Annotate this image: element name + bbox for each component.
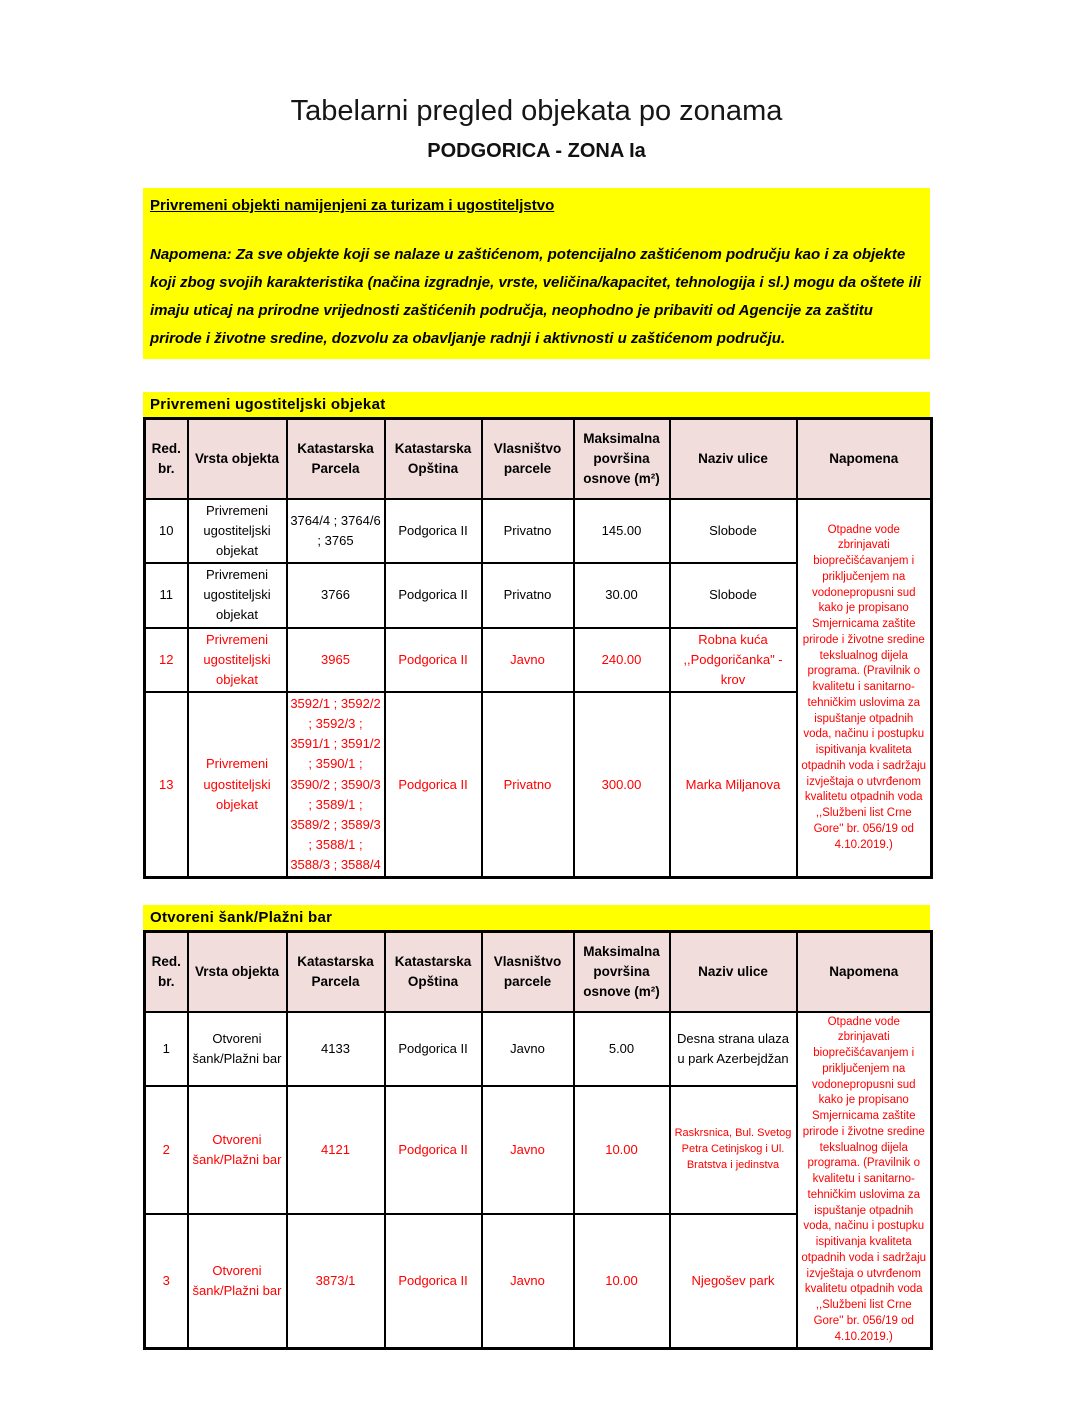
column-header-napomena: Napomena bbox=[797, 419, 932, 499]
cell-vrsta-objekta: Privremeni ugostiteljski objekat bbox=[188, 563, 287, 627]
cell-katastarska-opstina: Podgorica II bbox=[385, 1012, 482, 1087]
section-title-privremeni-ugostiteljski: Privremeni ugostiteljski objekat bbox=[143, 392, 930, 417]
cell-vlasnistvo: Javno bbox=[482, 628, 574, 692]
cell-vrsta-objekta: Privremeni ugostiteljski objekat bbox=[188, 692, 287, 878]
cell-povrsina: 240.00 bbox=[574, 628, 670, 692]
table-header-row bbox=[145, 419, 932, 499]
cell-red-br: 1 bbox=[145, 1012, 188, 1087]
cell-vlasnistvo: Privatno bbox=[482, 499, 574, 563]
cell-katastarska-opstina: Podgorica II bbox=[385, 692, 482, 878]
cell-vrsta-objekta: Privremeni ugostiteljski objekat bbox=[188, 499, 287, 563]
cell-naziv-ulice: Slobode bbox=[670, 563, 797, 627]
column-header-vrsta-objekta: Vrsta objekta bbox=[188, 419, 287, 499]
column-header-vrsta-objekta: Vrsta objekta bbox=[188, 932, 287, 1012]
cell-naziv-ulice: Marka Miljanova bbox=[670, 692, 797, 878]
section-title-otvoreni-sank: Otvoreni šank/Plažni bar bbox=[143, 905, 930, 930]
cell-povrsina: 10.00 bbox=[574, 1086, 670, 1214]
table-otvoreni-sank bbox=[143, 930, 933, 1350]
column-header-maksimalna-povrsina: Maksimalna površina osnove (m²) bbox=[574, 419, 670, 499]
column-header-vlasnistvo-parcele: Vlasništvo parcele bbox=[482, 932, 574, 1012]
cell-red-br: 11 bbox=[145, 563, 188, 627]
cell-povrsina: 145.00 bbox=[574, 499, 670, 563]
column-header-naziv-ulice: Naziv ulice bbox=[670, 419, 797, 499]
cell-katastarska-opstina: Podgorica II bbox=[385, 563, 482, 627]
cell-naziv-ulice: Robna kuća ,,Podgoričanka" - krov bbox=[670, 628, 797, 692]
cell-katastarska-opstina: Podgorica II bbox=[385, 628, 482, 692]
table-row bbox=[145, 499, 932, 563]
cell-katastarska-parcela: 3965 bbox=[287, 628, 385, 692]
cell-katastarska-parcela: 3764/4 ; 3764/6 ; 3765 bbox=[287, 499, 385, 563]
cell-vlasnistvo: Privatno bbox=[482, 563, 574, 627]
cell-katastarska-parcela: 4121 bbox=[287, 1086, 385, 1214]
cell-povrsina: 5.00 bbox=[574, 1012, 670, 1087]
cell-naziv-ulice: Desna strana ulaza u park Azerbejdžan bbox=[670, 1012, 797, 1087]
column-header-katastarska-opstina: Katastarska Opština bbox=[385, 932, 482, 1012]
cell-katastarska-parcela: 3592/1 ; 3592/2 ; 3592/3 ; 3591/1 ; 3591/2 ; 3590/1 ; 3590/2 ; 3590/3 ; 3589/1 ; 3589/2 ; 3589/3 ; 3588/1 ; 3588/3 ; 3588/4 bbox=[287, 692, 385, 878]
cell-katastarska-opstina: Podgorica II bbox=[385, 499, 482, 563]
cell-vlasnistvo: Privatno bbox=[482, 692, 574, 878]
cell-red-br: 2 bbox=[145, 1086, 188, 1214]
cell-napomena-merged: Otpadne vode zbrinjavati bioprečišćavanjem i priključenjem na vodonepropusni sud kako je propisano Smjernicama zaštite prirode i životne sredine tekslualnog dijela programa. (Pravilnik o kvalitetu i sanitarno-tehničkim uslovima za ispuštanje otpadnih voda, načinu i postupku ispitivanja kvaliteta otpadnih voda i sadržaju izvještaja o utvrđenom kvalitetu otpadnih voda ,,Službeni list Crne Gore'' br. 056/19 od 4.10.2019.) bbox=[797, 499, 932, 878]
column-header-naziv-ulice: Naziv ulice bbox=[670, 932, 797, 1012]
column-header-napomena: Napomena bbox=[797, 932, 932, 1012]
table-header-row bbox=[145, 932, 932, 1012]
cell-red-br: 3 bbox=[145, 1214, 188, 1349]
column-header-maksimalna-povrsina: Maksimalna površina osnove (m²) bbox=[574, 932, 670, 1012]
table-privremeni-ugostiteljski bbox=[143, 417, 933, 879]
page-title: Tabelarni pregled objekata po zonama bbox=[290, 95, 783, 127]
cell-katastarska-parcela: 3766 bbox=[287, 563, 385, 627]
cell-naziv-ulice: Raskrsnica, Bul. Svetog Petra Cetinjskog i Ul. Bratstva i jedinstva bbox=[670, 1086, 797, 1214]
cell-povrsina: 300.00 bbox=[574, 692, 670, 878]
column-header-katastarska-parcela: Katastarska Parcela bbox=[287, 419, 385, 499]
table-row bbox=[145, 1012, 932, 1087]
cell-vlasnistvo: Javno bbox=[482, 1214, 574, 1349]
cell-katastarska-opstina: Podgorica II bbox=[385, 1086, 482, 1214]
cell-vrsta-objekta: Otvoreni šank/Plažni bar bbox=[188, 1214, 287, 1349]
cell-vrsta-objekta: Privremeni ugostiteljski objekat bbox=[188, 628, 287, 692]
column-header-katastarska-opstina: Katastarska Opština bbox=[385, 419, 482, 499]
cell-napomena-merged: Otpadne vode zbrinjavati bioprečišćavanjem i priključenjem na vodonepropusni sud kako je propisano Smjernicama zaštite prirode i životne sredine tekslualnog dijela programa. (Pravilnik o kvalitetu i sanitarno-tehničkim uslovima za ispuštanje otpadnih voda, načinu i postupku ispitivanja kvaliteta otpadnih voda i sadržaju izvještaja o utvrđenom kvalitetu otpadnih voda ,,Službeni list Crne Gore'' br. 056/19 od 4.10.2019.) bbox=[797, 1012, 932, 1349]
cell-red-br: 13 bbox=[145, 692, 188, 878]
cell-vrsta-objekta: Otvoreni šank/Plažni bar bbox=[188, 1012, 287, 1087]
intro-heading: Privremeni objekti namijenjeni za turizam i ugostiteljstvo bbox=[150, 197, 555, 214]
cell-naziv-ulice: Njegošev park bbox=[670, 1214, 797, 1349]
cell-povrsina: 30.00 bbox=[574, 563, 670, 627]
cell-naziv-ulice: Slobode bbox=[670, 499, 797, 563]
cell-vrsta-objekta: Otvoreni šank/Plažni bar bbox=[188, 1086, 287, 1214]
page-subtitle: PODGORICA - ZONA Ia bbox=[427, 140, 646, 162]
column-header-vlasnistvo-parcele: Vlasništvo parcele bbox=[482, 419, 574, 499]
cell-katastarska-opstina: Podgorica II bbox=[385, 1214, 482, 1349]
cell-vlasnistvo: Javno bbox=[482, 1012, 574, 1087]
cell-katastarska-parcela: 4133 bbox=[287, 1012, 385, 1087]
cell-red-br: 10 bbox=[145, 499, 188, 563]
cell-povrsina: 10.00 bbox=[574, 1214, 670, 1349]
intro-note-box bbox=[143, 188, 930, 359]
document-content bbox=[143, 0, 930, 1350]
cell-katastarska-parcela: 3873/1 bbox=[287, 1214, 385, 1349]
column-header-red-br: Red. br. bbox=[145, 932, 188, 1012]
column-header-katastarska-parcela: Katastarska Parcela bbox=[287, 932, 385, 1012]
cell-vlasnistvo: Javno bbox=[482, 1086, 574, 1214]
intro-note-text: Napomena: Za sve objekte koji se nalaze u zaštićenom, potencijalno zaštićenom području kao i za objekte koji zbog svojih karakteristika (načina izgradnje, vrste, veličina/kapacitet, tehnologija i sl.) mogu da oštete ili imaju uticaj na prirodne vrijednosti zaštićenih područja, neophodno je pribaviti od Agencije za zaštitu prirode i životne sredine, dozvolu za obavljanje radnji i aktivnosti u zaštićenom području. bbox=[150, 246, 922, 348]
column-header-red-br: Red. br. bbox=[145, 419, 188, 499]
cell-red-br: 12 bbox=[145, 628, 188, 692]
